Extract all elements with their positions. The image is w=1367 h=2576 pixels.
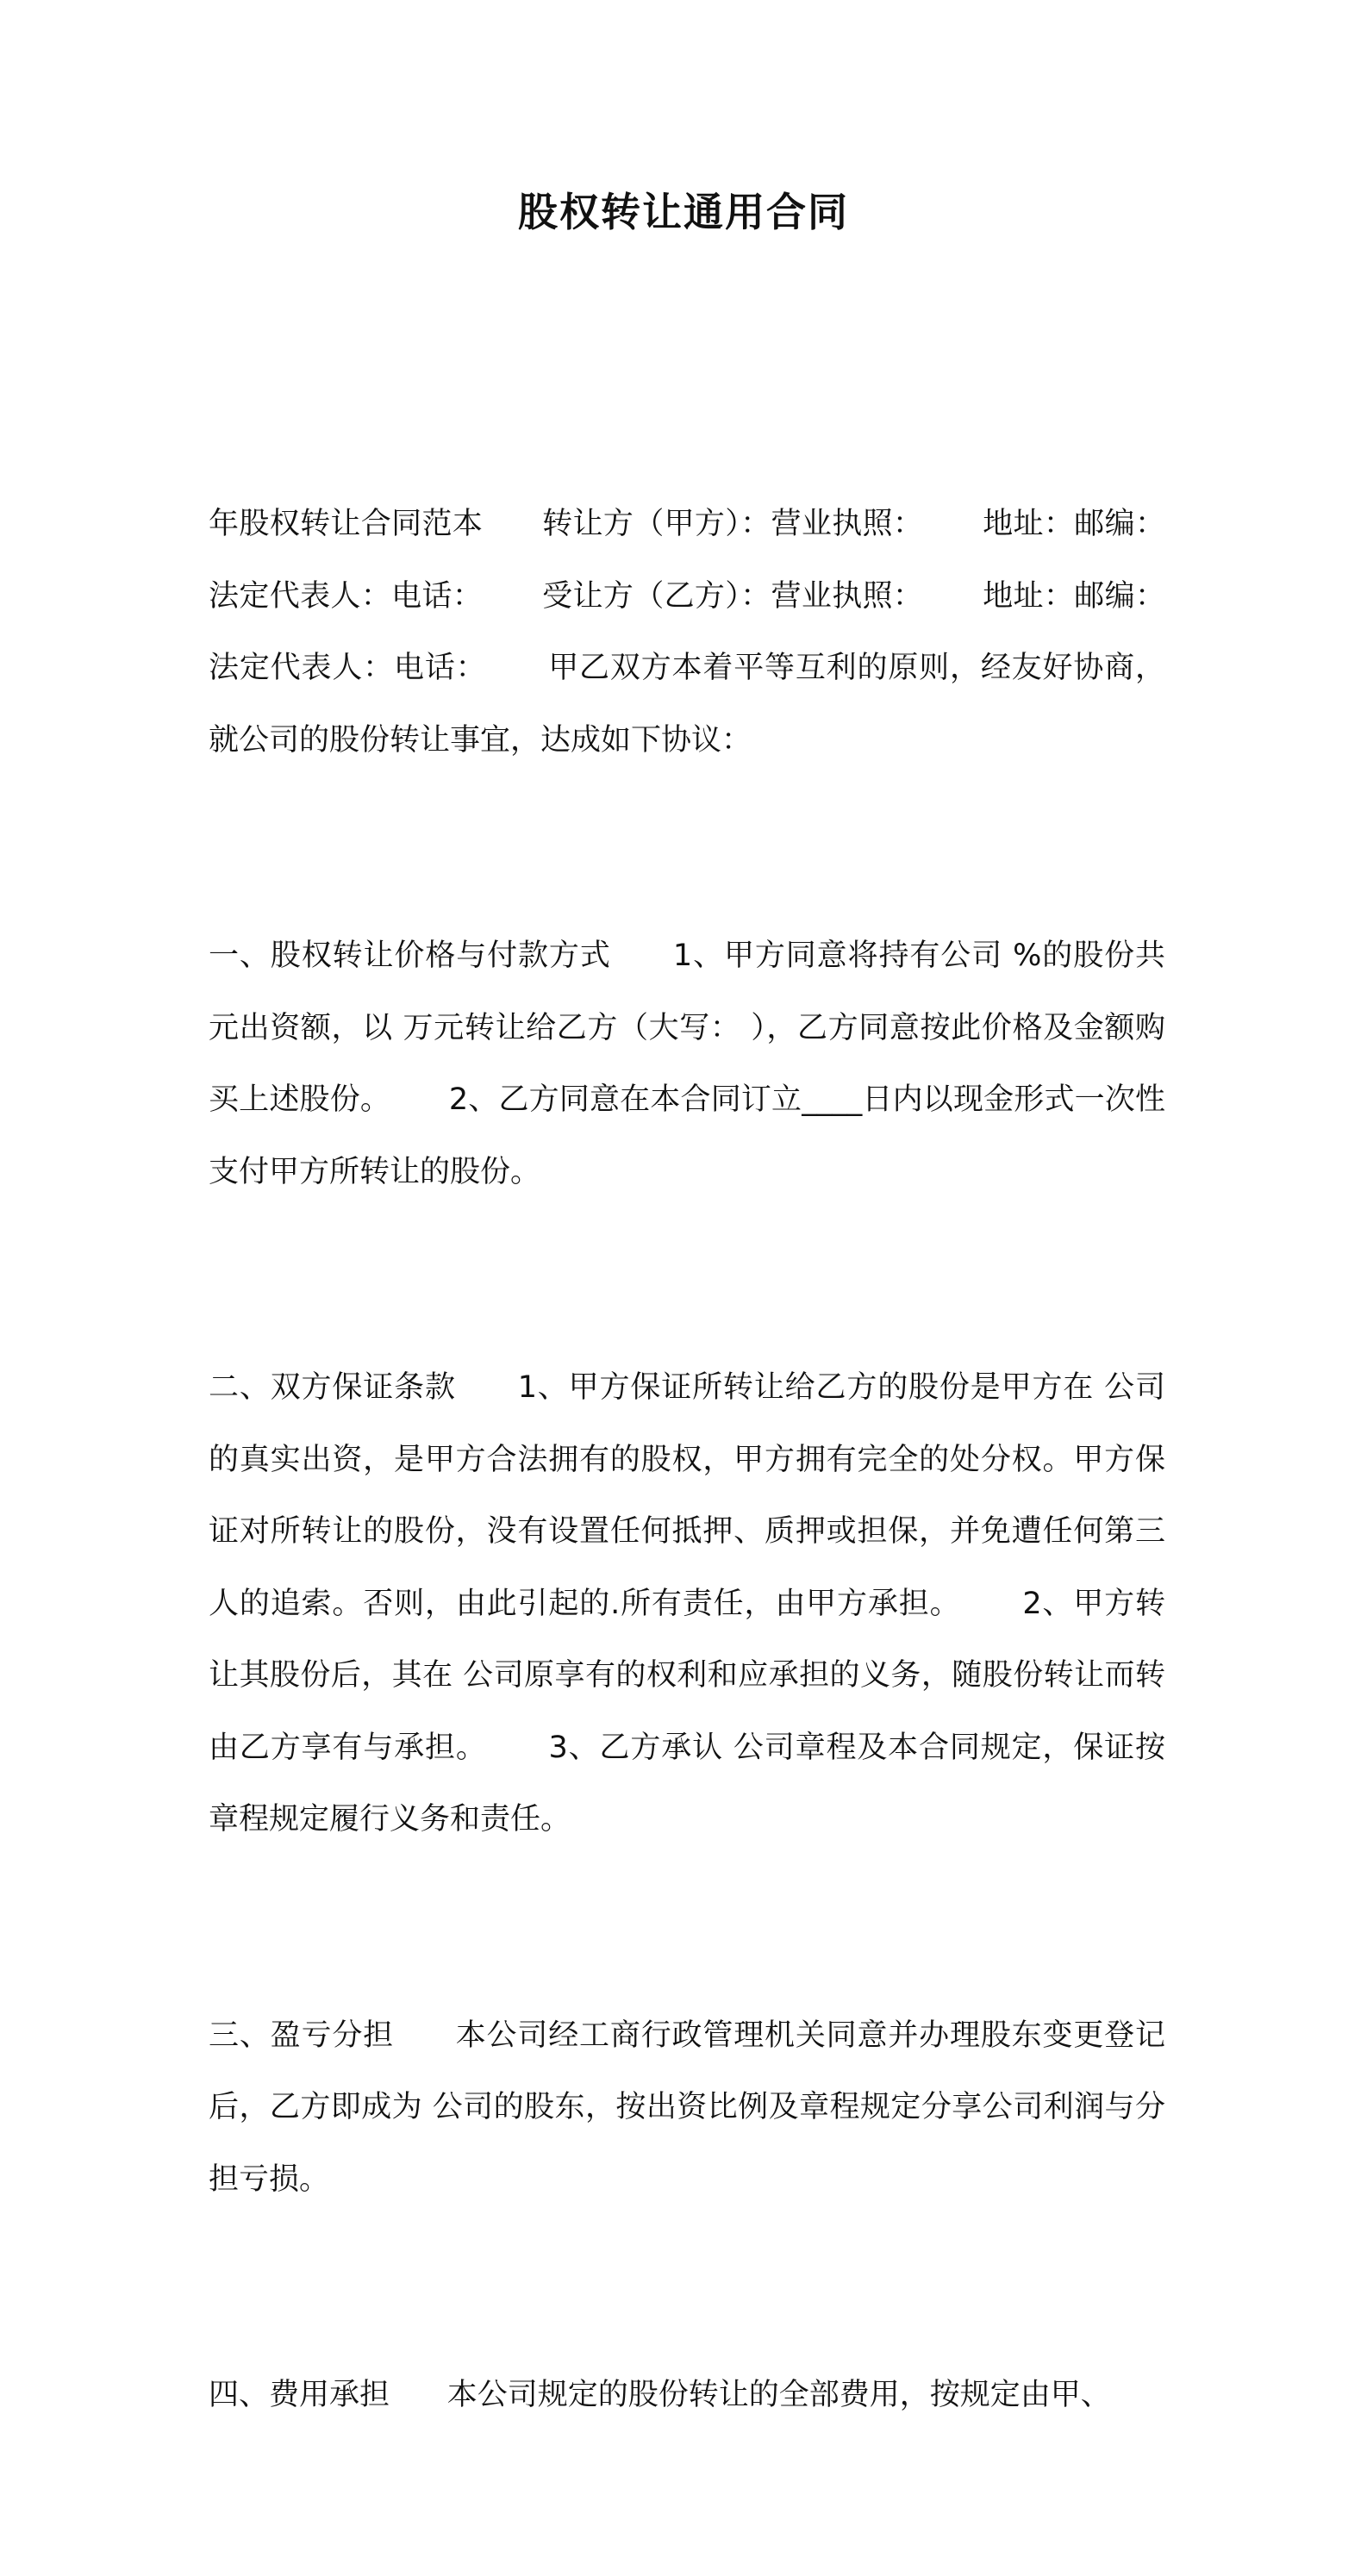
paragraph-preamble: 年股权转让合同范本 转让方（甲方）：营业执照： 地址：邮编： 法定代表人：电话： 受让方（乙方）：营业执照： 地址：邮编： 法定代表人：电话： 甲乙双方本着平等互利的原则，经友好协商，就公司的股份转让事宜，达成如下协议： — [209, 507, 1223, 758]
paragraph-section-1-price-and-payment: 一、股权转让价格与付款方式 1、甲方同意将持有公司 %的股份共 元出资额，以 万元转让给乙方（大写： ），乙方同意按此价格及金额购买上述股份。 2、乙方同意在本合同订立____日内以现金形式一次性支付甲方所转让的股份。 — [209, 939, 1176, 1189]
paragraph-section-2-guarantees: 二、双方保证条款 1、甲方保证所转让给乙方的股份是甲方在 公司的真实出资，是甲方合法拥有的股权，甲方拥有完全的处分权。甲方保证对所转让的股份，没有设置任何抵押、质押或担保，并免遭任何第三人的追索。否则，由此引起的.所有责任，由甲方承担。 2、甲方转让其股份后，其在 公司原享有的权利和应承担的义务，随股份转让而转由乙方享有与承担。 3、乙方承认 公司章程及本合同规定，保证按章程规定履行义务和责任。 — [209, 1370, 1165, 1837]
paragraph-section-4-costs: 四、费用承担 本公司规定的股份转让的全部费用，按规定由甲、 — [209, 2378, 1111, 2412]
contract-body — [209, 345, 1223, 2576]
document-title: 股权转让通用合同 — [518, 189, 849, 235]
paragraph-section-3-profit-loss: 三、盈亏分担 本公司经工商行政管理机关同意并办理股东变更登记后，乙方即成为 公司的股东，按出资比例及章程规定分享公司利润与分担亏损。 — [209, 2018, 1165, 2197]
